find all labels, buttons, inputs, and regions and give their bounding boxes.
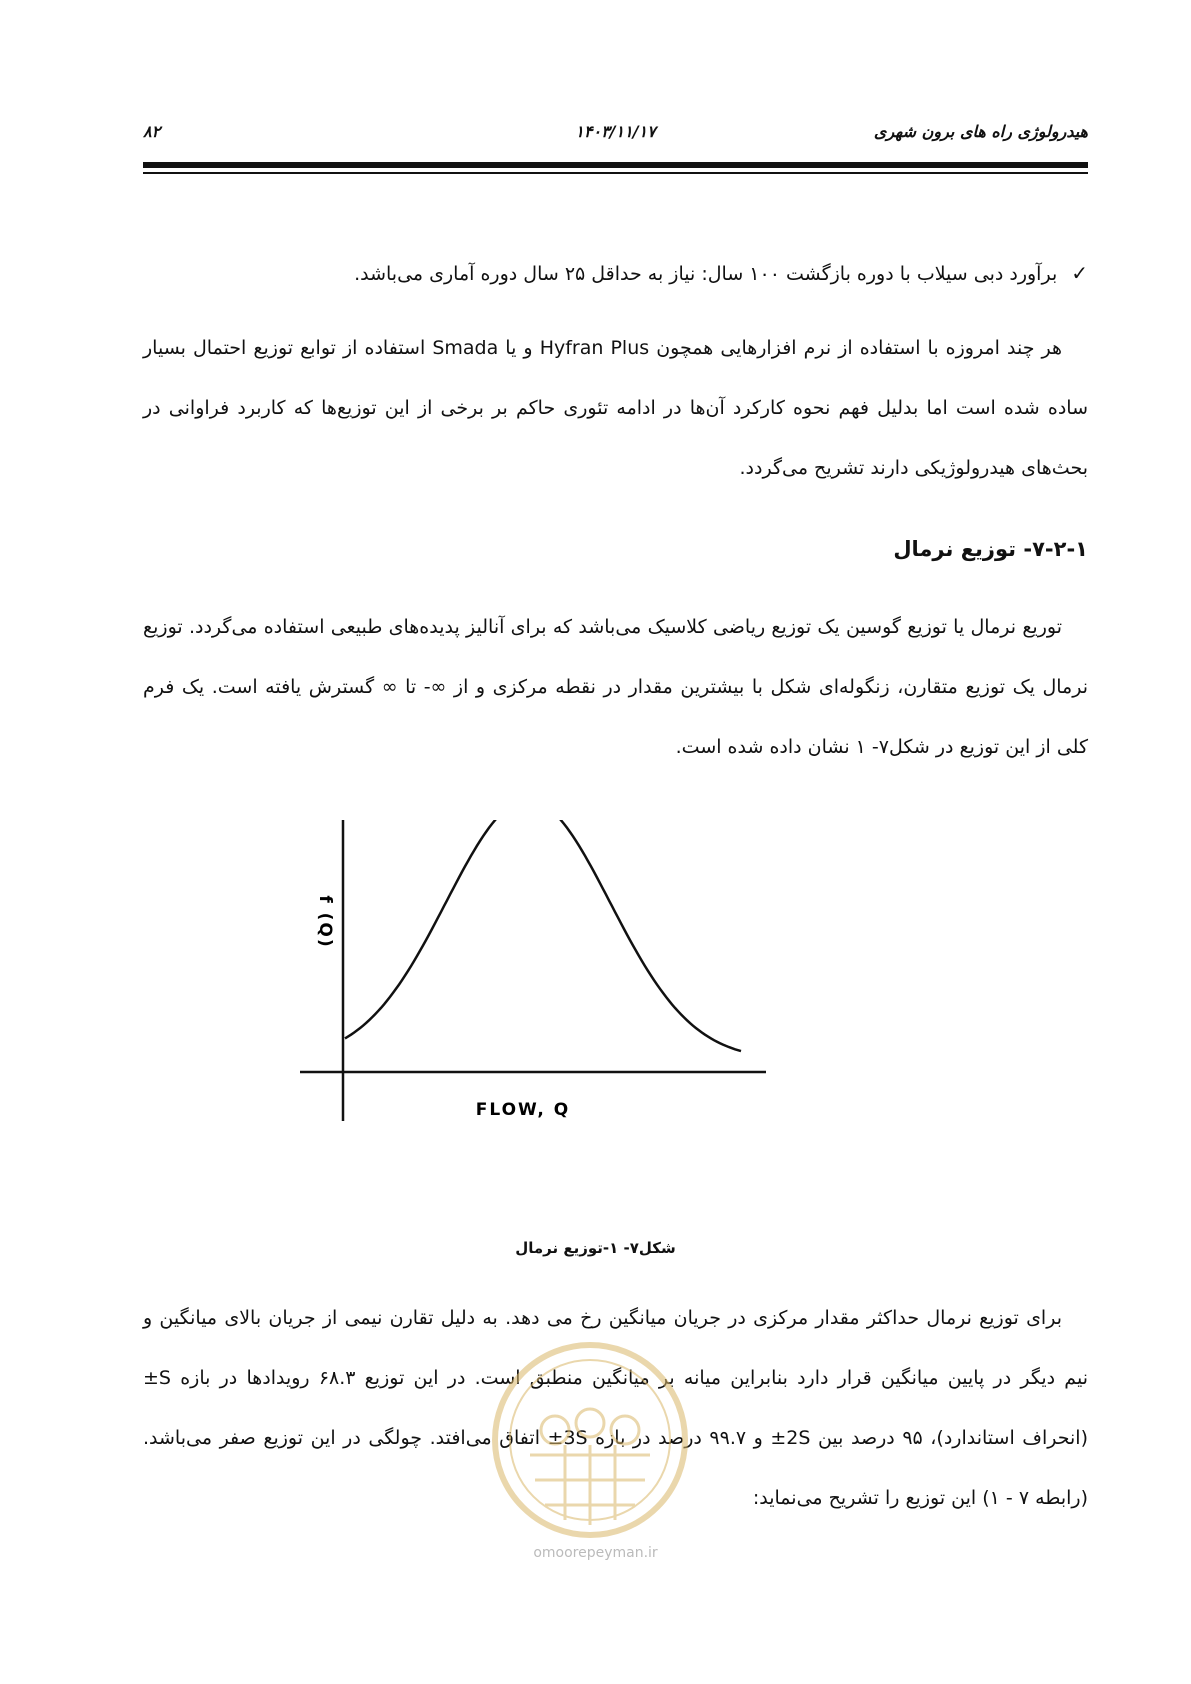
- watermark-logo: [485, 1335, 695, 1545]
- watermark-url: omoorepeyman.ir: [533, 1545, 658, 1561]
- paragraph-software-text: هر چند امروزه با استفاده از نرم افزارهایی همچون Hyfran Plus و یا Smada استفاده از توابع توزیع احتمال بسیار ساده شده است اما بدلیل فهم نحوه کارکرد آن‌ها در ادامه تئوری حاکم بر برخی از این توزیع‌ها که کاربرد فراوانی در بحث‌های هیدرولوژیکی دارند تشریح می‌گردد.: [143, 337, 1088, 479]
- normal-distribution-figure: [300, 820, 840, 1210]
- bullet-item: [188, 258, 1088, 289]
- paragraph-normal-distribution: [143, 597, 1088, 777]
- header-date: ۱۴۰۳/۱۱/۱۷: [575, 122, 656, 141]
- section-heading: ۷-۲-۱- توزیع نرمال: [893, 537, 1088, 561]
- header-rule-thin: [143, 172, 1088, 174]
- y-axis-label: f (Q): [315, 895, 335, 949]
- checkmark-icon: ✓: [1071, 261, 1088, 285]
- paragraph-software: [143, 318, 1088, 498]
- figure-caption: شکل۷- ۱-توزیع نرمال: [515, 1239, 676, 1257]
- x-axis-label: FLOW, Q: [475, 1100, 571, 1120]
- page-header: [143, 122, 1088, 152]
- paragraph-normal-distribution-text: توریع نرمال یا توزیع گوسین یک توزیع ریاضی کلاسیک می‌باشد که برای آنالیز پدیده‌های طبیعی استفاده می‌گردد. توزیع نرمال یک توزیع متقارن، زنگوله‌ای شکل با بیشترین مقدار در نقطه مرکزی و از ∞- تا ∞ گسترش یافته است. یک فرم کلی از این توزیع در شکل۷- ۱ نشان داده شده است.: [143, 616, 1088, 758]
- bell-curve: [345, 820, 741, 1051]
- header-rule-thick: [143, 162, 1088, 168]
- page-number: ۸۲: [143, 122, 161, 141]
- bullet-text: برآورد دبی سیلاب با دوره بازگشت ۱۰۰ سال: نیاز به حداقل ۲۵ سال دوره آماری می‌باشد.: [354, 263, 1058, 285]
- paragraph-properties-text: برای توزیع نرمال حداکثر مقدار مرکزی در جریان میانگین رخ می دهد. به دلیل تقارن نیمی از جریان بالای میانگین و نیم دیگر در پایین میانگین قرار دارد بنابراین میانه بر میانگین منطبق است. در این توزیع ۶۸.۳ رویدادها در بازه S± (انحراف استاندارد)، ۹۵ درصد بین 2S± و ۹۹.۷ درصد در بازه 3S± اتفاق می‌افتد. چولگی در این توزیع صفر می‌باشد. (رابطه ۷ - ۱) این توزیع را تشریح می‌نماید:: [143, 1307, 1088, 1509]
- book-title: هیدرولوژی راه های برون شهری: [873, 122, 1088, 141]
